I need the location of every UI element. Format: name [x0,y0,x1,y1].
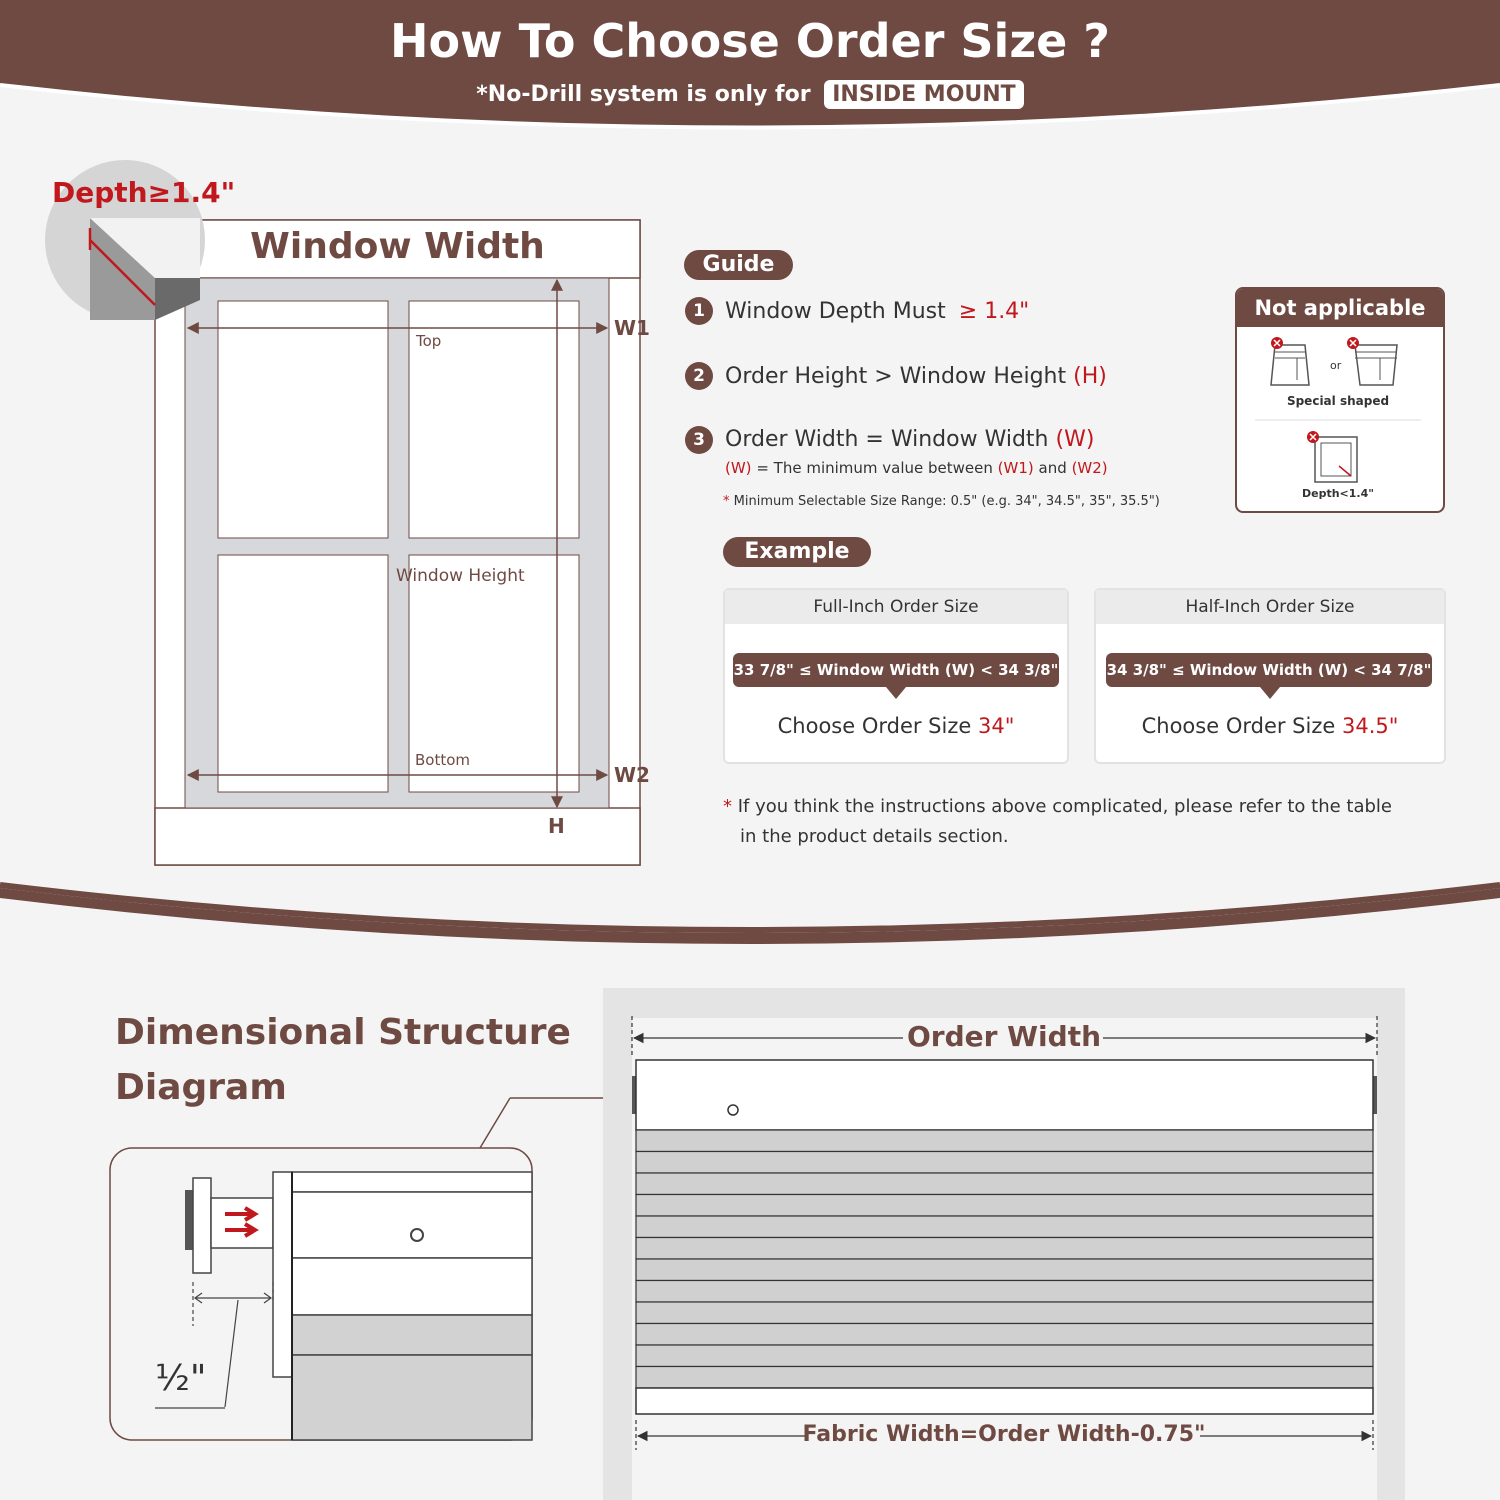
structure-title-line-2: Diagram [115,1067,287,1108]
step-2-label: Order Height > Window Height [725,364,1067,389]
example-choose-text: Choose Order Size [1141,714,1336,738]
depth-label: Depth≥1.4" [52,176,236,209]
step-1-text [725,299,1029,324]
subtitle-text: *No-Drill system is only for [476,82,811,107]
w2-label: W2 [614,763,650,787]
w-def-and: and [1038,459,1067,477]
min-size-star: * [723,494,730,509]
h-label: H [548,814,565,838]
note-star: * [723,796,732,817]
step-1-value: ≥ 1.4" [958,299,1030,324]
w-definition [725,459,1108,477]
bubble-pointer [1260,687,1280,699]
w1-label: W1 [614,316,650,340]
structure-title-line-1: Dimensional Structure [115,1012,571,1053]
special-shape-icon-2 [1347,337,1397,385]
bubble-pointer [886,687,906,699]
w-def-mid: = The minimum value between [756,459,993,477]
w-def-w: (W) [725,459,752,477]
step-1-number: 1 [685,297,713,325]
w-def-w1: (W1) [997,459,1034,477]
min-size-note [723,494,1160,509]
step-3-label: Order Width = Window Width [725,427,1049,452]
guide-pill: Guide [684,250,793,280]
inside-mount-badge: INSIDE MOUNT [824,80,1023,109]
half-inch-label: ½" [155,1358,207,1399]
window-height-label: Window Height [396,566,525,586]
step-3-value: (W) [1055,427,1095,452]
example-choose-size: 34.5" [1341,714,1399,738]
step-1-label: Window Depth Must [725,299,946,324]
example-card-full-inch [723,588,1069,764]
example-choose [725,714,1067,738]
page-subtitle [0,82,1500,107]
special-shape-icon-1 [1271,337,1309,385]
top-label: Top [416,332,442,350]
example-range-bubble: 34 3/8" ≤ Window Width (W) < 34 7/8" [1106,653,1432,687]
example-pill: Example [723,537,871,567]
note-text-1: If you think the instructions above complicated, please refer to the table [737,796,1392,817]
example-card-title: Full-Inch Order Size [725,590,1067,624]
or-label: or [1330,359,1342,372]
note-line-2: in the product details section. [740,826,1009,847]
not-applicable-icons [1235,330,1441,505]
depth-too-small-label: Depth<1.4" [1302,487,1374,500]
note-line-1 [723,796,1392,817]
step-2-number: 2 [685,362,713,390]
not-applicable-title: Not applicable [1237,289,1443,327]
step-2-text [725,364,1107,389]
fabric-width-label: Fabric Width=Order Width-0.75" [802,1422,1206,1447]
bottom-label: Bottom [415,751,471,769]
step-2-value: (H) [1073,364,1107,389]
example-choose-size: 34" [977,714,1015,738]
step-3-text [725,427,1094,452]
w-def-w2: (W2) [1071,459,1108,477]
step-3-number: 3 [685,426,713,454]
section-divider [0,880,1500,970]
page-title: How To Choose Order Size ? [390,14,1110,68]
example-range-bubble: 33 7/8" ≤ Window Width (W) < 34 3/8" [733,653,1059,687]
example-choose-text: Choose Order Size [777,714,972,738]
pleats [636,1130,1373,1388]
order-width-label: Order Width [906,1020,1102,1053]
example-card-half-inch [1094,588,1446,764]
example-choose [1096,714,1444,738]
shallow-depth-icon [1307,431,1357,482]
example-card-title: Half-Inch Order Size [1096,590,1444,624]
window-width-label: Window Width [250,226,545,267]
special-shaped-label: Special shaped [1286,394,1390,408]
min-size-text: Minimum Selectable Size Range: 0.5" (e.g. 34", 34.5", 35", 35.5") [733,494,1160,509]
